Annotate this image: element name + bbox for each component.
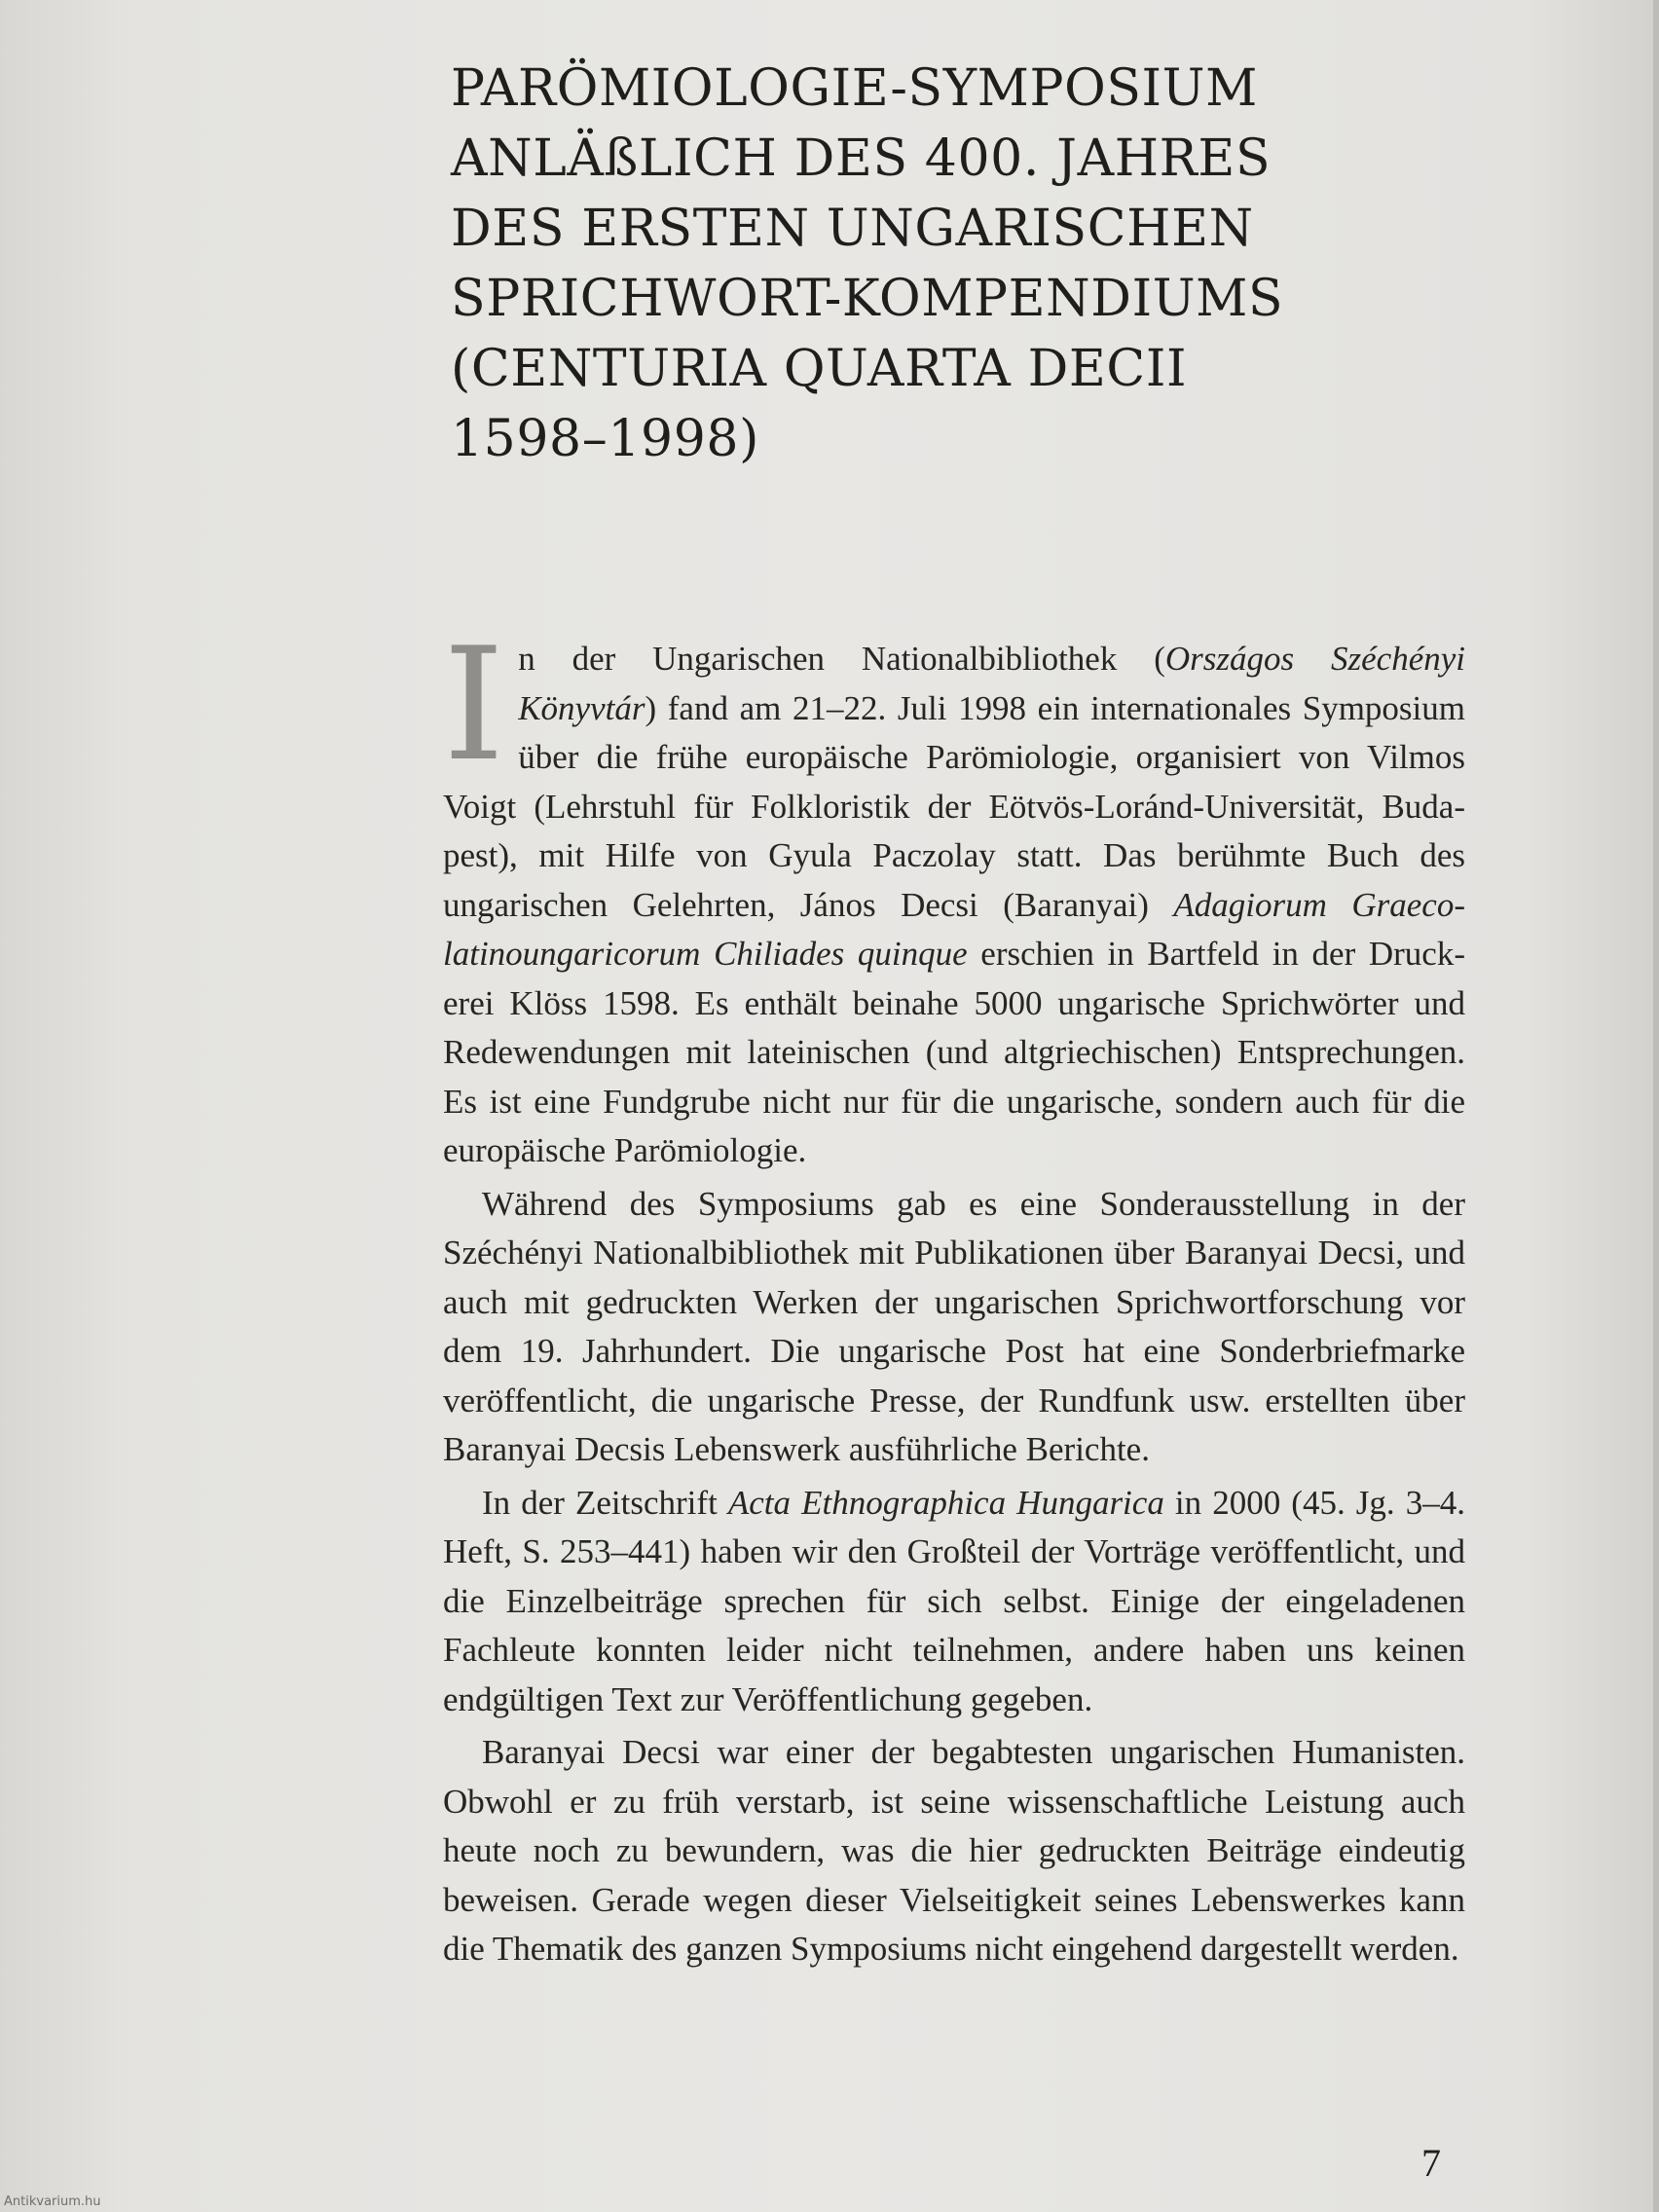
paragraph-1-text: n der Ungarischen Nationalbibliothek (	[518, 640, 1165, 678]
paragraph-1-text: erschien in Bartfeld in der Druckerei Klöss 1598. Es enthält beinahe 5000 ungarische Sprichwörter und Redewendungen mit lateinischen (und altgriechischen) Entsprechungen. Es ist eine Fundgrube nicht nur für die ungarische, sondern auch für die europäische Parömiologie.	[443, 935, 1465, 1169]
title-line: 1598–1998)	[451, 410, 759, 468]
paragraph-4: Baranyai Decsi war einer der begabtesten ungarischen Humanisten. Obwohl er zu früh verstarb, ist seine wissenschaftliche Leistung auch heute noch zu bewundern, was die hier gedruckten Beiträge eindeutig beweisen. Gerade wegen dieser Vielseitigkeit seines Lebenswerkes kann die Thematik des ganzen Symposiums nicht eingehend dargestellt werden.	[443, 1733, 1465, 1968]
drop-cap: I	[443, 613, 505, 795]
paragraph-3-text: in 2000 (45. Jg. 3–4. Heft, S. 253–441) haben wir den Großteil der Vorträge veröffentlicht, und die Einzelbeiträge sprechen für sich selbst. Einige der eingeladenen Fachleute konnten leider nicht teilnehmen, andere haben uns keinen endgültigen Text zur Veröffentlichung gegeben.	[443, 1483, 1466, 1718]
page-number: 7	[1421, 2141, 1441, 2185]
paragraph-3	[443, 1479, 1465, 1725]
title-line: DES ERSTEN UNGARISCHEN	[451, 200, 1254, 258]
title-line: (CENTURIA QUARTA DECII	[451, 340, 1188, 398]
paragraph-1	[443, 613, 1465, 1176]
paragraph-1-text: ) fand am 21–22. Juli 1998 ein internationales Symposium über die frühe europäische Parömiologie, organisiert von Vilmos Voigt (Lehrstuhl für Folkloristik der Eötvös-Loránd-Universität, Budapest), mit Hilfe von Gyula Paczolay statt. Das berühmte Buch des ungarischen Gelehrten, János Decsi (Baranyai)	[443, 688, 1465, 924]
title-line: PARÖMIOLOGIE-SYMPOSIUM	[451, 59, 1258, 118]
paragraph-3-text: In der Zeitschrift	[482, 1483, 728, 1522]
title-line: SPRICHWORT-KOMPENDIUMS	[451, 270, 1284, 328]
page-title	[451, 54, 1502, 474]
paragraph-2: Während des Symposiums gab es eine Sonderausstellung in der Széchényi Nationalbibliothek mit Publikationen über Baranyai Decsi, und auch mit gedruckten Werken der ungarischen Sprichwortforschung vor dem 19. Jahrhundert. Die ungarische Post hat eine Sonderbriefmarke veröffentlicht, die ungarische Presse, der Rundfunk usw. erstellten über Baranyai Decsis Lebenswerk ausführliche Berichte.	[443, 1184, 1465, 1468]
book-title-italic: Adagiorum Graecolatinoungaricorum Chiliades quinque	[443, 885, 1465, 973]
title-line: ANLÄßLICH DES 400. JAHRES	[451, 129, 1272, 188]
journal-title-italic: Acta Ethnographica Hungarica	[727, 1483, 1164, 1522]
page-edge	[1653, 0, 1659, 2212]
library-name-italic: Országos Széchényi Könyvtár	[518, 640, 1465, 727]
watermark: Antikvarium.hu	[4, 2194, 101, 2209]
body-text	[443, 613, 1466, 1978]
